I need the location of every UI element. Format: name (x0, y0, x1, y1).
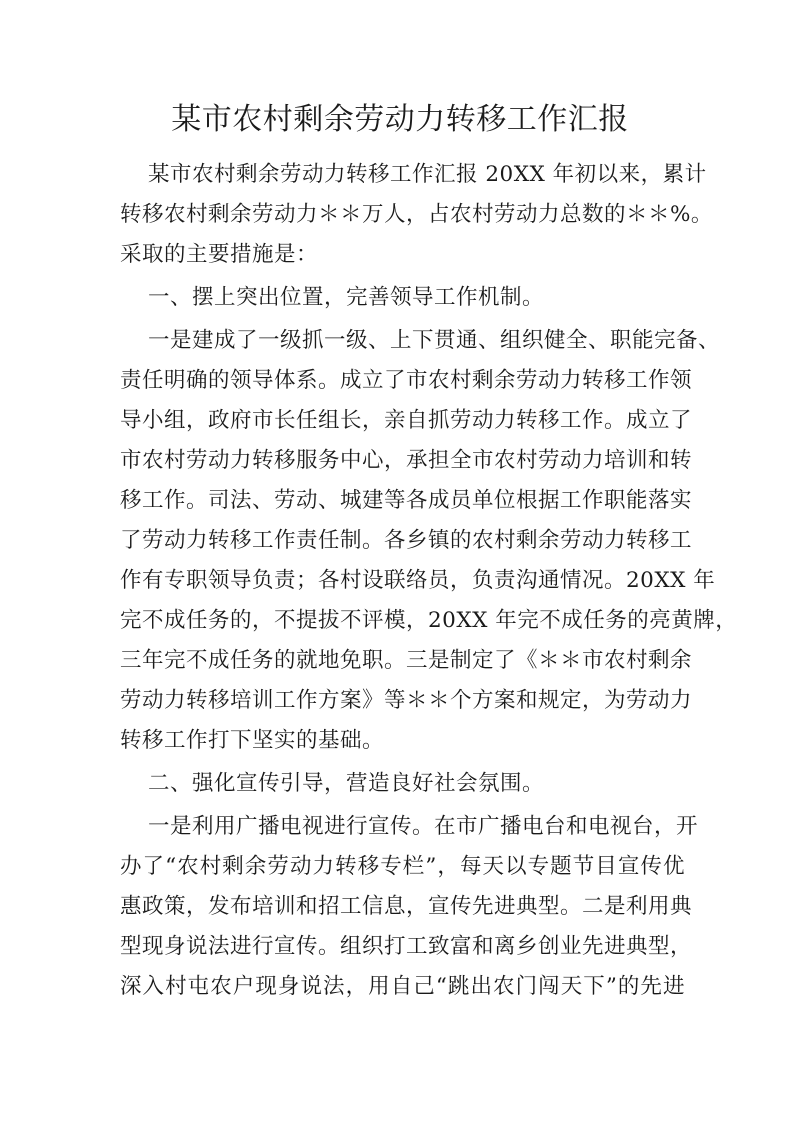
document-body (120, 155, 738, 1007)
paragraph-line: 完不成任务的，不提拔不评模，20XX 年完不成任务的亮黄牌， (120, 608, 738, 633)
paragraph-line: 惠政策，发布培训和招工信息，宣传先进典型。二是利用典 (120, 894, 693, 919)
paragraph-line: 型现身说法进行宣传。组织打工致富和离乡创业先进典型， (120, 934, 693, 959)
paragraph-line: 作有专职领导负责；各村设联络员，负责沟通情况。20XX 年 (120, 568, 716, 593)
section-heading: 一、摆上突出位置，完善领导工作机制。 (148, 285, 545, 310)
paragraph-line: 了劳动力转移工作责任制。各乡镇的农村剩余劳动力转移工 (120, 528, 693, 553)
paragraph-line: 导小组，政府市长任组长，亲自抓劳动力转移工作。成立了 (120, 408, 693, 433)
paragraph-line: 三年完不成任务的就地免职。三是制定了《＊＊市农村剩余 (120, 648, 693, 673)
paragraph-line: 深入村屯农户现身说法，用自己“跳出农门闯天下”的先进 (120, 974, 685, 999)
paragraph-line: 转移农村剩余劳动力＊＊万人，占农村劳动力总数的＊＊%。 (120, 202, 713, 227)
paragraph-line: 一是建成了一级抓一级、上下贯通、组织健全、职能完备、 (148, 328, 721, 353)
paragraph-line: 某市农村剩余劳动力转移工作汇报 20XX 年初以来，累计 (148, 162, 707, 187)
paragraph-line: 责任明确的领导体系。成立了市农村剩余劳动力转移工作领 (120, 368, 693, 393)
paragraph-line: 市农村劳动力转移服务中心，承担全市农村劳动力培训和转 (120, 448, 693, 473)
paragraph-line: 转移工作打下坚实的基础。 (120, 728, 385, 753)
paragraph-line: 一是利用广播电视进行宣传。在市广播电台和电视台，开 (148, 814, 699, 839)
document-title: 某市农村剩余劳动力转移工作汇报 (171, 102, 629, 137)
paragraph-line: 办了“农村剩余劳动力转移专栏”，每天以专题节目宣传优 (120, 854, 685, 879)
paragraph-line: 采取的主要措施是： (120, 242, 319, 267)
paragraph-line: 移工作。司法、劳动、城建等各成员单位根据工作职能落实 (120, 488, 693, 513)
section-heading: 二、强化宣传引导，营造良好社会氛围。 (148, 771, 545, 796)
paragraph-line: 劳动力转移培训工作方案》等＊＊个方案和规定，为劳动力 (120, 688, 693, 713)
